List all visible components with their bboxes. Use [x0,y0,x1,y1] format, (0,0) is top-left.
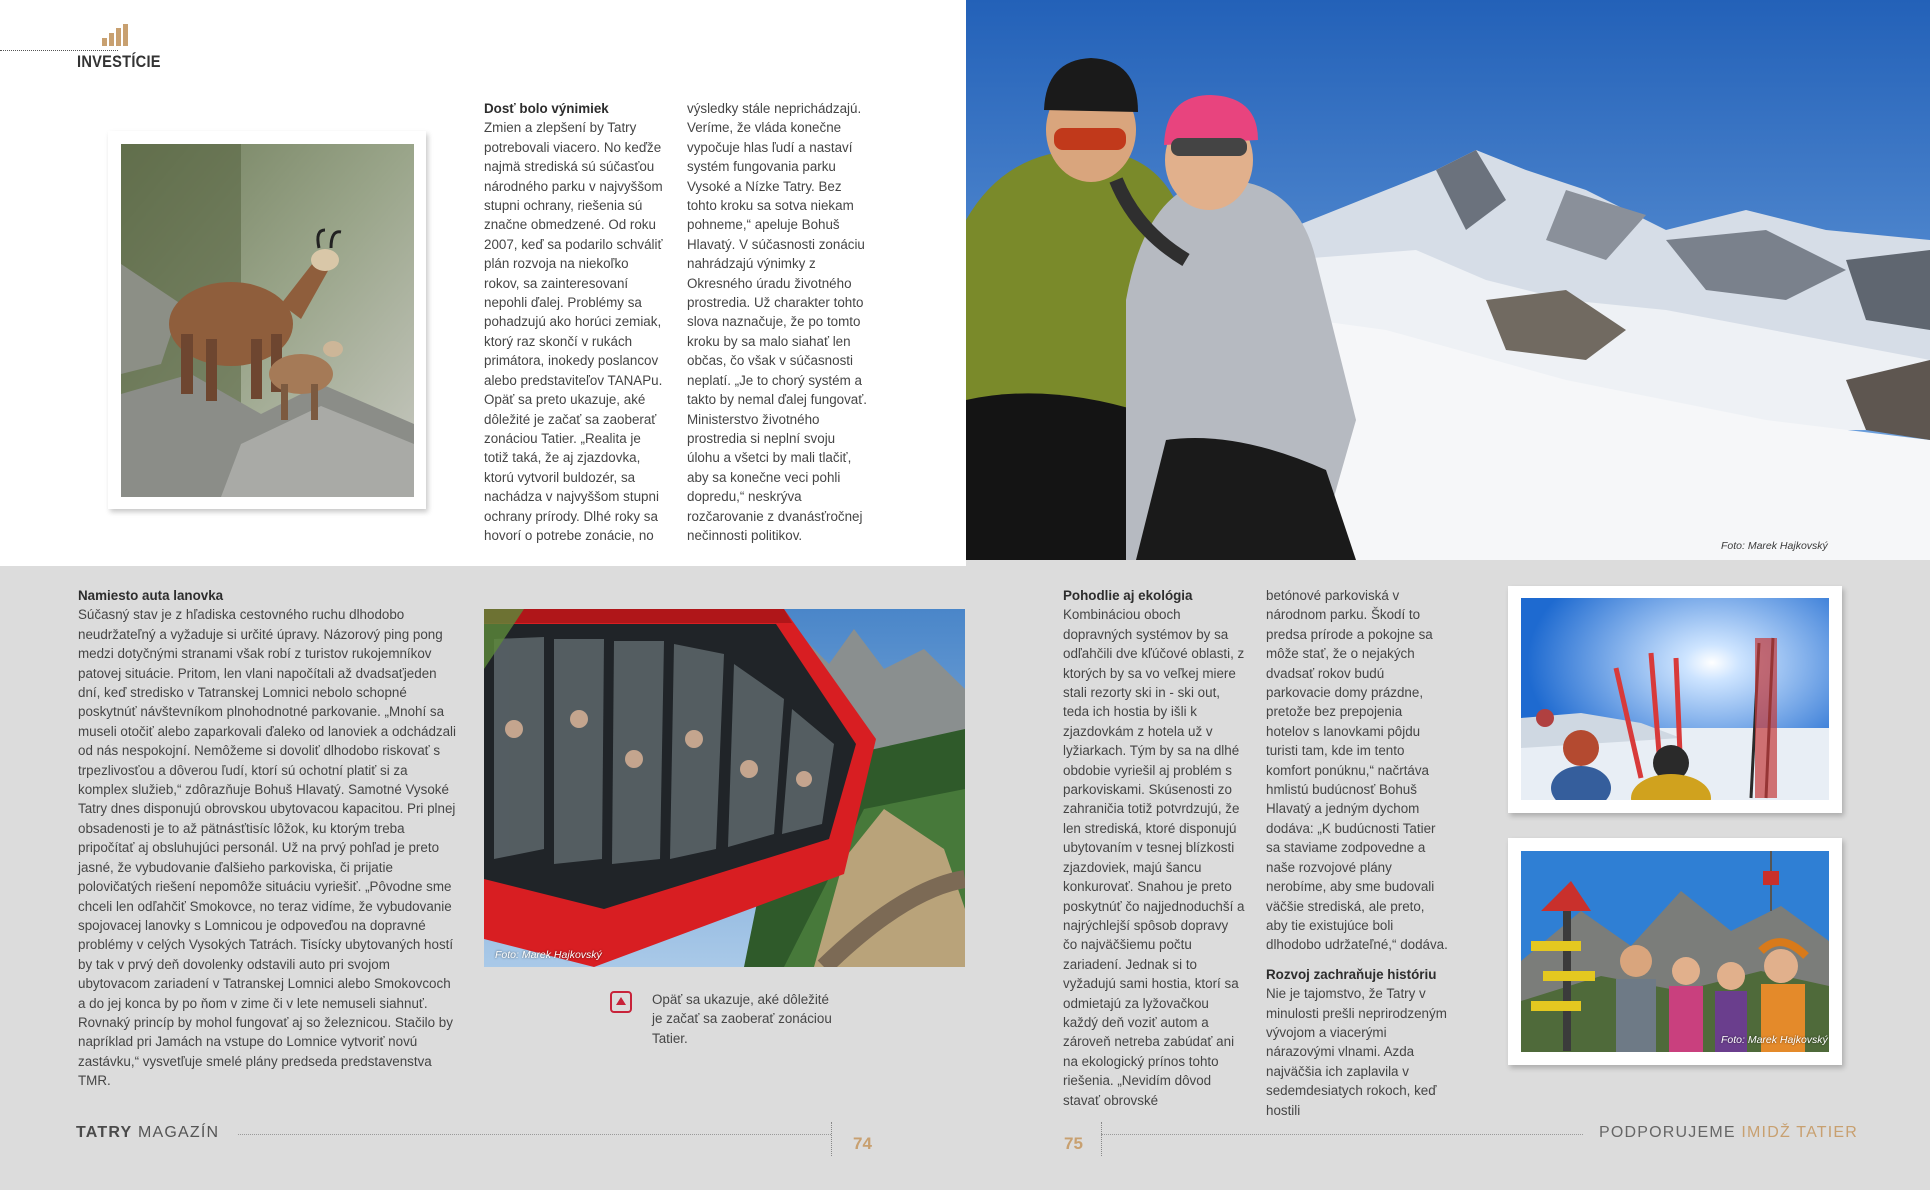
subheading-cable-car: Namiesto auta lanovka [78,588,224,603]
slogan-part-2: IMIDŽ TATIER [1741,1124,1858,1141]
footer-divider-left [831,1122,832,1156]
article-column-1 [484,99,666,545]
magazine-brand [76,1124,219,1142]
slogan [1599,1124,1858,1142]
pullquote-icon [610,991,632,1013]
column-1-text: Zmien a zlepšení by Tatry potrebovali viacero. No keďže najmä strediská sú súčasťou národného parku v najvyššom stupni ochrany, riešenia sú značne obmedzené. Od roku 2007, keď sa podarilo schváliť plán rozvoja na niekoľko rokov, sa zainteresovaní nepohli ďalej. Problémy sa pohadzujú ako horúci zemiak, ktorý raz skončí v rukách primátora, inokedy poslancov alebo predstaviteľov TANAPu. Opäť sa preto ukazuje, aké dôležité je začať sa zaoberať zonáciou Tatier. „Realita je totiž taká, že aj zjazdovka, ktorú vytvoril buldozér, sa nachádza v najvyššom stupni ochrany prírody. Dlhé roky sa hovorí o potrebe zonácie, no [484,120,663,543]
page-number-right: 75 [1064,1134,1083,1153]
article-column-3 [78,586,458,1091]
chamois-photo-frame [108,131,426,509]
article-column-2 [687,99,869,545]
ski-poles-photo-frame [1508,586,1842,813]
pullquote-text: Opäť sa ukazuje, aké dôležité je začať sa zaoberať zonáciou Tatier. [652,992,832,1046]
subheading-exceptions: Dosť bolo výnimiek [484,101,609,116]
chamois-photo [121,144,414,497]
family-photo [1521,851,1829,1052]
family-photo-frame [1508,838,1842,1065]
photo-credit-train: Foto: Marek Hajkovský [495,949,602,961]
slogan-part-1: PODPORUJEME [1598,1124,1742,1141]
brand-rest: MAGAZÍN [132,1124,220,1141]
footer-rule-left [238,1134,831,1135]
footer-divider-right [1101,1122,1102,1156]
column-5-text: betónové parkoviská v národnom parku. Škodí to predsa prírode a pokojne sa môže stať, že o nejakých dvadsať rokov budú parkovacie domy prázdne, pretože bez prepojenia hotelov s lanovkami pôjdu turisti tam, kde im tento komfort ponúknu,“ načrtáva hmlistú budúcnosť Bohuš Hlavatý a jedným dychom dodáva: „K budúcnosti Tatier sa staviame zodpovedne a naše rozvojové plány nerobíme, aby sme budovali väčšie strediská, ale preto, aby tie existujúce boli dlhodobo udržateľné,“ dodáva. [1266,588,1448,953]
section-rule [0,50,118,51]
column-4-text: Kombináciou oboch dopravných systémov by sa odľahčili dve kľúčové oblasti, z ktorých by sa vo veľkej miere stali rezorty ski in - ski out, teda ich hostia by išli k zjazdovkám z hotela už v lyžiarkach. Tým by sa na dlhé obdobie vyriešil aj problém s parkoviskami. Skúsenosti zo zahraničia totiž potvrdzujú, že len strediská, ktoré disponujú ubytovaním v tesnej blízkosti zjazdoviek, majú šancu konkurovať. Snahou je preto poskytnúť čo najjednoduchší a najrýchlejší spôsob dopravy čo najväčšiemu počtu zariadení. Jednak si to vyžadujú sami hostia, ktorí sa odmietajú za lyžovačkou každý deň voziť autom a zároveň netreba zabúdať ani na ekologický prínos tohto riešenia. „Nevidím dôvod stavať obrovské [1063,607,1245,1108]
section-label: INVESTÍCIE [77,52,161,71]
column-5-text-2: Nie je tajomstvo, že Tatry v minulosti prešli neprirodzeným vývojom a viacerými nárazovými vlnami. Azda najväčšia ich zaplavila v sedemdesiatych rokoch, keď hostili [1266,986,1447,1118]
subheading-comfort: Pohodlie aj ekológia [1063,588,1193,603]
subheading-history: Rozvoj zachraňuje históriu [1266,966,1437,982]
column-3-text: Súčasný stav je z hľadiska cestovného ruchu dlhodobo neudržateľný a vyžaduje si určité úpravy. Názorový ping pong medzi dotyčnými stranami však robí z turistov rukojemníkov patovej situácie. Pritom, len vlani napočítali až dvadsaťjeden dní, keď stredisko v Tatranskej Lomnici nebolo schopné poskytnúť návštevníkom plnohodnotné parkovanie. „Mnohí sa museli otočiť alebo zaparkovali ďaleko od lanoviek a odchádzali od nás nespokojní. Nemôžeme si dovoliť dlhodobo riskovať s trpezlivosťou a dôverou ľudí, ktorí sú ochotní platiť si za komplex služieb,“ zdôrazňuje Bohuš Hlavatý. Samotné Vysoké Tatry dnes disponujú obrovskou ubytovacou kapacitou. Pri plnej obsadenosti je to až pätnásťtisíc lôžok, ku ktorým treba pripočítať aj obsluhujúci personál. Už na prvý pohľad je preto jasné, že vybudovanie ďalšieho parkoviska, či prijatie polovičatých riešení nepomôže situáciu vyriešiť. „Pôvodne sme chceli len odľahčiť Smokovce, no teraz vidíme, že vybudovanie spojovacej lanovky s Lomnicou je odpoveďou na dopravné problémy v celých Vysokých Tatrách. Tisícky ubytovaných hostí by tak v prvý deň dovolenky odstavili auto pri svojom ubytovacom zariadení v Tatranskej Lomnici alebo Smokovcoch a do jej konca by po ňom v zime či v lete nemuseli siahnuť. Rovnaký princíp by mohol fungovať aj so železnicou. Stačilo by napríklad pri Jamách na vstupe do Lomnice vytvoriť novú zastávku,“ vysvetľuje smelé plány predseda predstavenstva TMR. [78,607,456,1089]
column-2-text: výsledky stále neprichádzajú. Veríme, že vláda konečne vypočuje hlas ľudí a nastaví systém fungovania parku Vysoké a Nízke Tatry. Bez tohto kroku sa sotva niekam pohneme,“ apeluje Bohuš Hlavatý. V súčasnosti zonáciu nahrádzajú výnimky z Okresného úradu životného prostredia. Už charakter tohto slova naznačuje, že po tomto kroku by sa malo siahať len občas, čo však v súčasnosti neplatí. „Je to chorý systém a takto by nemal ďalej fungovať. Ministerstvo životného prostredia si neplní svoju úlohu a všetci by mali tlačiť, aby sa konečne veci pohli dopredu,“ neskrýva rozčarovanie z dvanásťročnej nečinnosti politikov. [687,101,867,543]
funicular-train-photo [484,609,965,967]
footer-rule-right [1101,1134,1583,1135]
photo-credit-skiers: Foto: Marek Hajkovský [1721,540,1828,552]
pullquote [652,990,842,1048]
ski-poles-photo [1521,598,1829,800]
bar-chart-icon [102,24,130,46]
skiers-summit-photo [966,0,1930,560]
article-column-5 [1266,586,1448,1120]
photo-credit-family: Foto: Marek Hajkovský [1721,1034,1828,1046]
article-column-4 [1063,586,1245,1110]
page-number-left: 74 [853,1134,872,1153]
brand-bold: TATRY [76,1124,133,1141]
